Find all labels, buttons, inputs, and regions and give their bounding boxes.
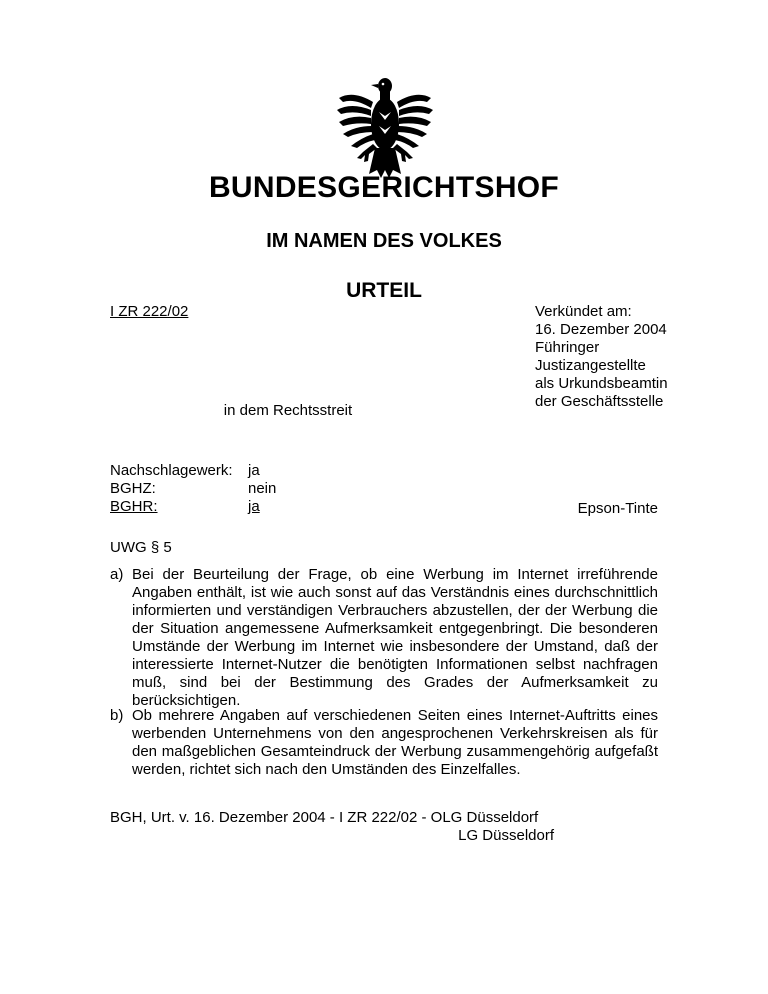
- in-the-name-heading: IM NAMEN DES VOLKES: [266, 230, 502, 252]
- court-name: BUNDESGERICHTSHOF: [208, 171, 560, 204]
- announcement-line: Führinger: [535, 339, 600, 356]
- federal-eagle-emblem: [333, 72, 437, 182]
- classification-value: nein: [248, 480, 277, 497]
- headnote-text: Bei der Beurteilung der Frage, ob eine Werbung im Internet irreführende Angaben enthält, ist wie auch sonst auf das Verständnis eines durchschnittlich informierten und verständigen Verbrauchers abzustellen, der der Werbung die der Situation angemessene Aufmerksamkeit entgegenbringt. Die besonderen Umstände der Werbung im Internet wie insbesondere der Umstand, daß der interessierte Internet-Nutzer die benötigten Informationen selbst nachfragen muß, sind bei der Bestimmung des Grades der Aufmerksamkeit zu berücksichtigen.: [132, 566, 658, 709]
- headnote-label: b): [110, 707, 124, 724]
- classification-row: [110, 480, 276, 498]
- headnote-a: [110, 566, 658, 710]
- classification-key: BGHR:: [110, 498, 158, 515]
- announcement-line: als Urkundsbeamtin: [535, 375, 668, 392]
- citation-line: BGH, Urt. v. 16. Dezember 2004 - I ZR 222/02 - OLG Düsseldorf: [110, 809, 539, 826]
- announcement-line: 16. Dezember 2004: [535, 321, 667, 338]
- keyword-title: Epson-Tinte: [577, 500, 658, 517]
- classification-value: ja: [248, 462, 260, 479]
- headnote-label: a): [110, 566, 124, 583]
- headnote-text: Ob mehrere Angaben auf verschiedenen Seiten eines Internet-Auftritts eines werbenden Unternehmens von den angesprochenen Verkehrskreisen als für den maßgeblichen Gesamteindruck der Werbung zusammengehörig aufgefaßt werden, richtet sich nach den Umständen des Einzelfalles.: [132, 707, 658, 778]
- announcement-line: Justizangestellte: [535, 357, 646, 374]
- proceedings-label: in dem Rechtsstreit: [223, 402, 353, 419]
- announcement-block: [535, 303, 668, 411]
- legal-norm: UWG § 5: [110, 539, 172, 556]
- citation-lower-court: LG Düsseldorf: [458, 827, 554, 844]
- classification-row: [110, 462, 276, 480]
- classification-value: ja: [248, 498, 260, 515]
- announcement-line: der Geschäftsstelle: [535, 393, 664, 410]
- classification-key: BGHZ:: [110, 480, 156, 497]
- document-type-heading: URTEIL: [346, 279, 422, 302]
- headnote-b: [110, 707, 658, 779]
- classification-key: Nachschlagewerk:: [110, 462, 233, 479]
- case-number: I ZR 222/02: [110, 303, 189, 320]
- announcement-line: Verkündet am:: [535, 303, 632, 320]
